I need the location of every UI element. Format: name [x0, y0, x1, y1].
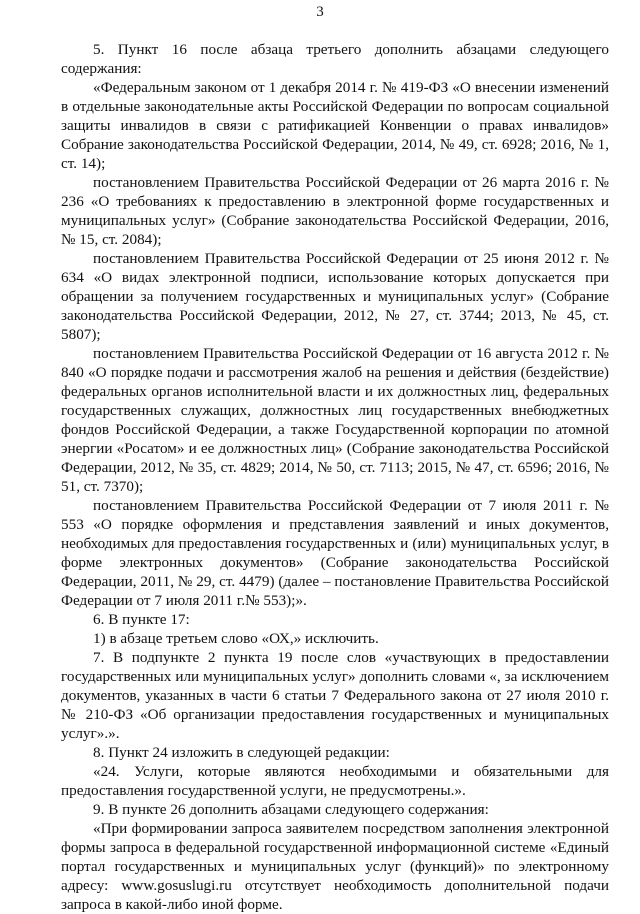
paragraph-decree-553: постановлением Правительства Российской Федерации от 7 июля 2011 г. № 553 «О порядке оформления и представления заявлений и иных документов, необходимых для предоставления государственных и (или) муниципальных услуг, в форме электронных документов» (Собрание законодательства Российской Федерации, 2011, № 29, ст. 4479) (далее – постановление Правительства Российской Федерации от 7 июля 2011 г.№ 553);». — [61, 497, 609, 609]
page-number: 3 — [316, 4, 324, 20]
document-body — [61, 40, 609, 914]
paragraph-federal-law-419: «Федеральным законом от 1 декабря 2014 г. № 419-ФЗ «О внесении изменений в отдельные законодательные акты Российской Федерации по вопросам социальной защиты инвалидов в связи с ратификацией Конвенции о правах инвалидов» Собрание законодательства Российской Федерации, 2014, № 49, ст. 6928; 2016, № 1, ст. 14); — [61, 79, 609, 172]
paragraph-item-7: 7. В подпункте 2 пункта 19 после слов «участвующих в предоставлении государственных или муниципальных услуг» дополнить словами «, за исключением документов, указанных в части 6 статьи 7 Федерального закона от 27 июля 2010 г. № 210-ФЗ «Об организации предоставления государственных и муниципальных услуг».». — [61, 649, 609, 742]
paragraph-decree-236: постановлением Правительства Российской Федерации от 26 марта 2016 г. № 236 «О требованиях к предоставлению в электронной форме государственных и муниципальных услуг» (Собрание законодательства Российской Федерации, 2016, № 15, ст. 2084); — [61, 174, 609, 248]
paragraph-item-9: 9. В пункте 26 дополнить абзацами следующего содержания: — [93, 801, 489, 818]
paragraph-item-24-text: «24. Услуги, которые являются необходимыми и обязательными для предоставления государственной услуги, не предусмотрены.». — [61, 763, 609, 799]
paragraph-item-6: 6. В пункте 17: — [93, 611, 190, 628]
paragraph-electronic-request: «При формировании запроса заявителем посредством заполнения электронной формы запроса в федеральной государственной информационной системе «Единый портал государственных и муниципальных услуг (функций)» по электронному адресу: www.gosuslugi.ru отсутствует необходимость дополнительной подачи запроса в какой-либо иной форме. — [61, 820, 609, 913]
paragraph-item-8: 8. Пункт 24 изложить в следующей редакции: — [93, 744, 390, 761]
paragraph-decree-840: постановлением Правительства Российской Федерации от 16 августа 2012 г. № 840 «О порядке подачи и рассмотрения жалоб на решения и действия (бездействие) федеральных органов исполнительной власти и их должностных лиц, федеральных государственных служащих, должностных лиц государственных внебюджетных фондов Российской Федерации, а также Государственной корпорации по атомной энергии «Росатом» и ее должностных лиц» (Собрание законодательства Российской Федерации, 2012, № 35, ст. 4829; 2014, № 50, ст. 7113; 2015, № 47, ст. 6596; 2016, № 51, ст. 7370); — [61, 345, 609, 495]
paragraph-item-5: 5. Пункт 16 после абзаца третьего дополнить абзацами следующего содержания: — [61, 41, 609, 77]
paragraph-decree-634: постановлением Правительства Российской Федерации от 25 июня 2012 г. № 634 «О видах электронной подписи, использование которых допускается при обращении за получением государственных и муниципальных услуг» (Собрание законодательства Российской Федерации, 2012, № 27, ст. 3744; 2013, № 45, ст. 5807); — [61, 250, 609, 343]
paragraph-item-6-sub-1: 1) в абзаце третьем слово «ОХ,» исключить. — [93, 630, 379, 647]
